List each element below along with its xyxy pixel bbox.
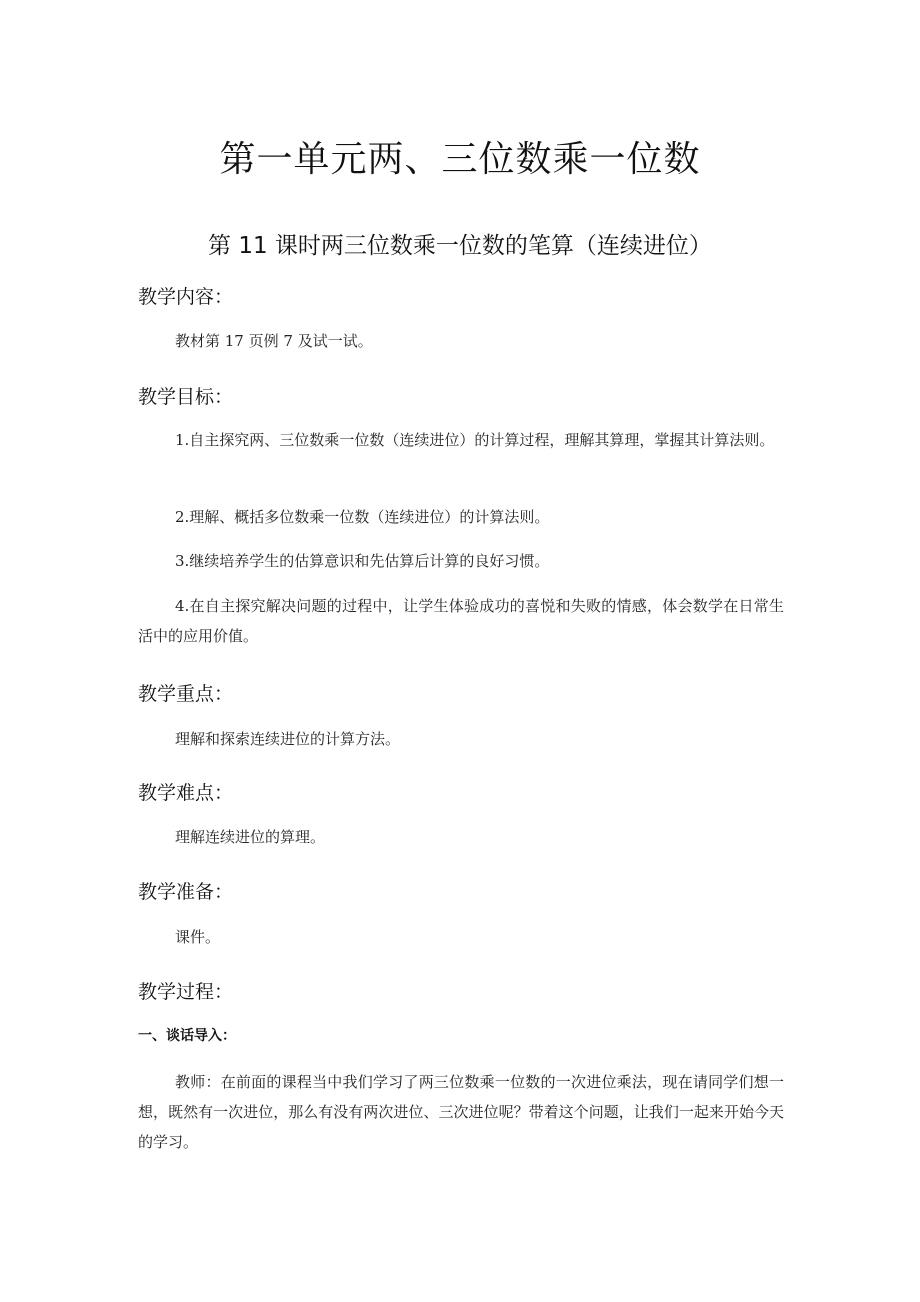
key-points-heading: 教学重点： [138,683,234,705]
process-heading: 教学过程： [138,981,234,1003]
unit-title: 第一单元两、三位数乘一位数 [219,139,701,180]
key-points-text: 理解和探索连续进位的计算方法。 [175,730,401,748]
preparation-text: 课件。 [175,928,221,946]
lesson-title: 第 11 课时两三位数乘一位数的笔算（连续进位） [208,233,712,259]
goal-item-2: 2.理解、概括多位数乘一位数（连续进位）的计算法则。 [175,508,550,526]
goal-item-3: 3.继续培养学生的估算意识和先估算后计算的良好习惯。 [175,552,550,570]
content-heading: 教学内容： [138,286,234,308]
difficulties-text: 理解连续进位的算理。 [175,828,326,846]
goal-item-4: 4.在自主探究解决问题的过程中，让学生体验成功的喜悦和失败的情感，体会数学在日常生活中的应用价值。 [138,597,784,645]
goal-item-1: 1.自主探究两、三位数乘一位数（连续进位）的计算过程，理解其算理，掌握其计算法则。 [175,431,775,449]
preparation-heading: 教学准备： [138,881,234,903]
process-subheading: 一、谈话导入： [138,1028,236,1044]
content-text: 教材第 17 页例 7 及试一试。 [175,332,373,350]
process-text: 教师：在前面的课程当中我们学习了两三位数乘一位数的一次进位乘法，现在请同学们想一想，既然有一次进位，那么有没有两次进位、三次进位呢？带着这个问题，让我们一起来开始今天的学习。 [138,1073,784,1151]
goals-heading: 教学目标： [138,386,234,408]
difficulties-heading: 教学难点： [138,782,234,804]
